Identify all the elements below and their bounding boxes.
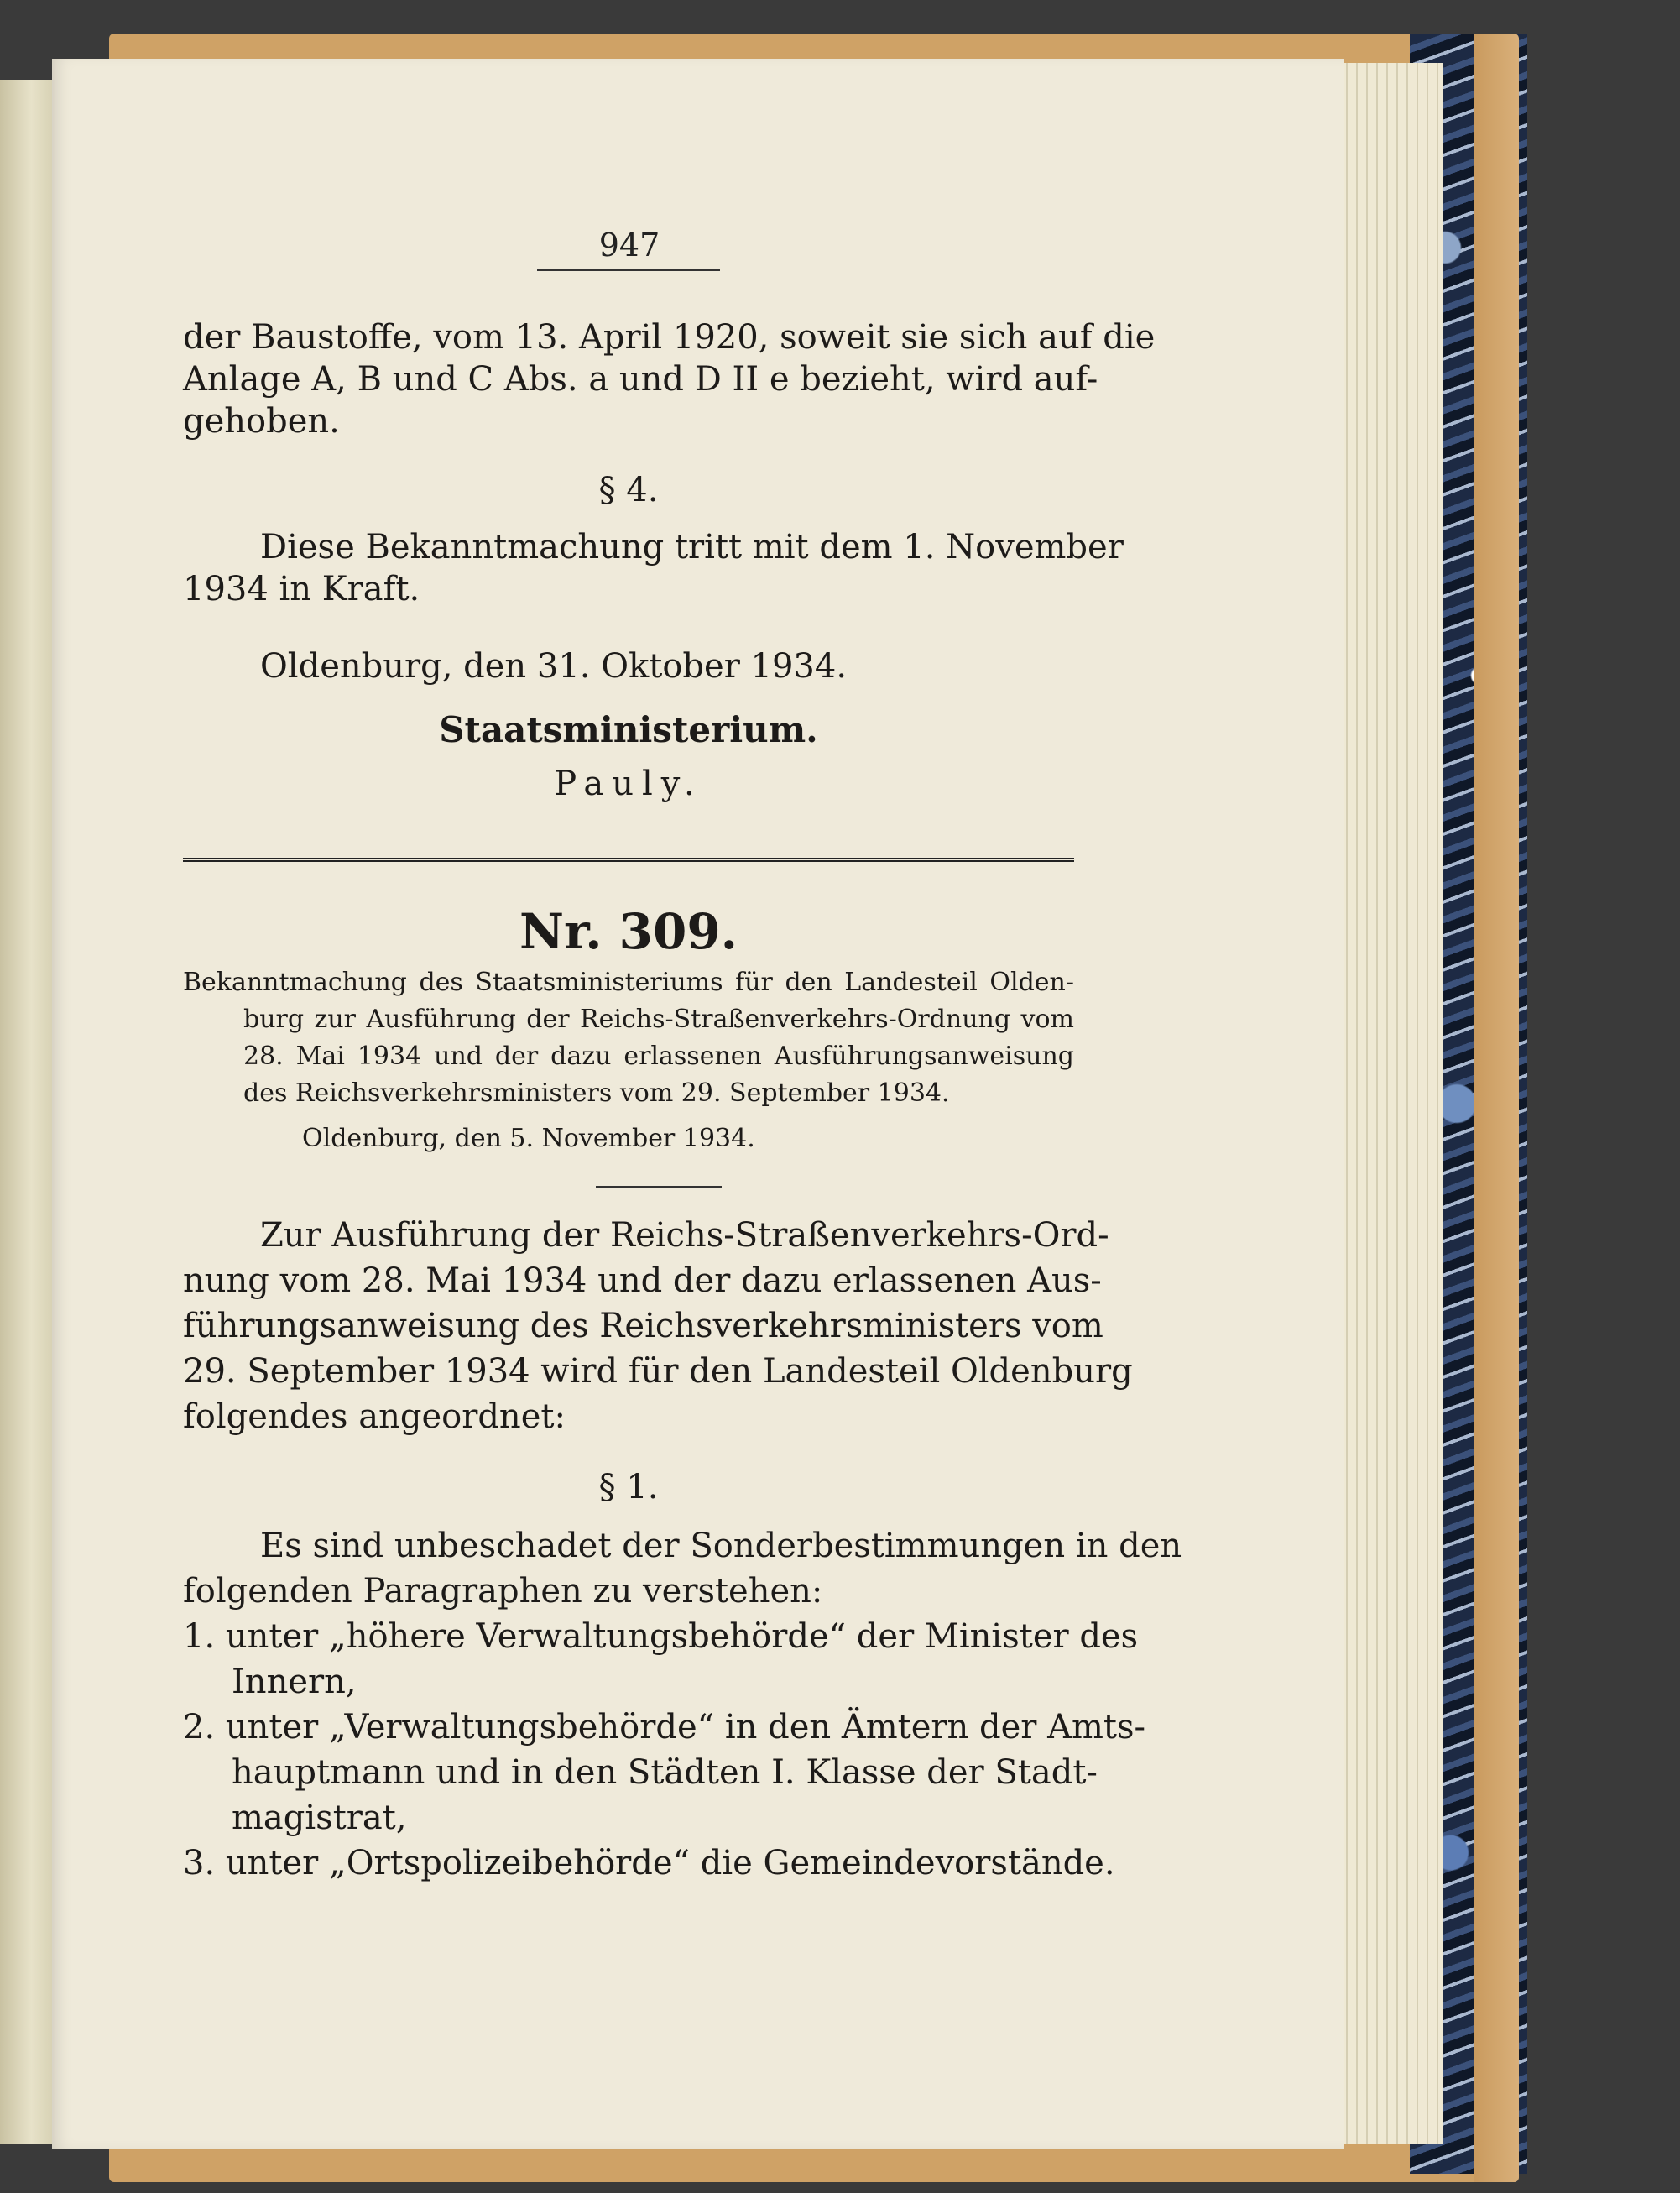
section-heading: § 1.	[598, 1468, 659, 1506]
paragraph-line: Diese Bekanntmachung tritt mit dem 1. November	[260, 528, 1124, 567]
list-item: 3. unter „Ortspolizeibehörde“ die Gemeindevorstände.	[183, 1844, 1115, 1882]
list-item: 2. unter „Verwaltungsbehörde“ in den Ämtern der Amts-	[183, 1708, 1146, 1747]
title-line: burg zur Ausführung der Reichs-Straßenverkehrs-Ordnung vom	[243, 1005, 1074, 1034]
list-item-continuation: Innern,	[232, 1663, 357, 1701]
signatory-name: Pauly.	[554, 765, 703, 803]
section-divider	[183, 858, 1074, 862]
paragraph-line: 29. September 1934 wird für den Landesteil Oldenburg	[183, 1352, 1133, 1391]
paragraph-line: Es sind unbeschadet der Sonderbestimmungen in den	[260, 1527, 1182, 1565]
list-item: 1. unter „höhere Verwaltungsbehörde“ der Minister des	[183, 1617, 1139, 1656]
title-line: des Reichsverkehrsministers vom 29. September 1934.	[243, 1078, 950, 1108]
page-number-rule	[537, 269, 720, 271]
paragraph-line: der Baustoffe, vom 13. April 1920, soweit sie sich auf die	[183, 318, 1156, 357]
left-page-edge	[0, 80, 54, 2144]
paragraph-line: Zur Ausführung der Reichs-Straßenverkehrs-Ord-	[260, 1216, 1109, 1255]
paragraph-line: folgenden Paragraphen zu verstehen:	[183, 1572, 823, 1611]
book-spine	[1443, 34, 1519, 2182]
title-line: 28. Mai 1934 und der dazu erlassenen Ausführungsanweisung	[243, 1042, 1074, 1071]
page-number: 947	[598, 227, 660, 264]
paragraph-line: folgendes angeordnet:	[183, 1397, 566, 1436]
short-divider	[596, 1186, 722, 1188]
paragraph-line: 1934 in Kraft.	[183, 570, 420, 608]
list-item-continuation: magistrat,	[232, 1799, 407, 1837]
title-line: Bekanntmachung des Staatsministeriums für den Landesteil Olden-	[183, 968, 1074, 997]
place-date: Oldenburg, den 5. November 1934.	[302, 1124, 755, 1153]
paragraph-line: führungsanweisung des Reichsverkehrsministers vom	[183, 1307, 1103, 1345]
place-date: Oldenburg, den 31. Oktober 1934.	[260, 647, 848, 686]
authority-name: Staatsministerium.	[439, 709, 818, 750]
paragraph-line: Anlage A, B und C Abs. a und D II e bezieht, wird auf-	[183, 360, 1098, 399]
list-item-continuation: hauptmann und in den Städten I. Klasse der Stadt-	[232, 1753, 1098, 1792]
number-heading: Nr. 309.	[519, 903, 738, 960]
paragraph-line: nung vom 28. Mai 1934 und der dazu erlassenen Aus-	[183, 1261, 1102, 1300]
paragraph-line: gehoben.	[183, 402, 340, 441]
section-heading: § 4.	[598, 471, 659, 509]
